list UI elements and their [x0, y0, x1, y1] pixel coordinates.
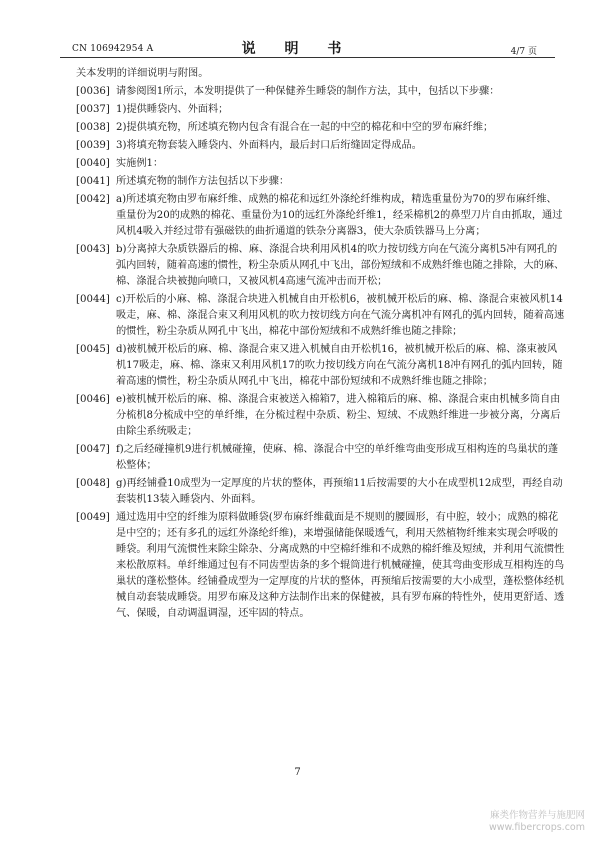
paragraph: [76, 342, 566, 390]
paragraph-text: 3)将填充物套装入睡袋内、外面料内，最后封口后绗缝固定得成品。: [116, 140, 422, 151]
paragraph: [76, 138, 566, 154]
paragraph-text: 1)提供睡袋内、外面料；: [116, 104, 229, 115]
paragraph: [76, 510, 566, 622]
paragraph-number: [0042]: [76, 194, 110, 205]
paragraph: [76, 292, 566, 340]
paragraph: [76, 242, 566, 290]
watermark-title: 麻类作物营养与施肥网: [489, 810, 585, 821]
paragraph: [76, 192, 566, 240]
site-watermark: [489, 810, 585, 834]
document-title: 说 明 书: [241, 41, 354, 57]
paragraph-number: [0039]: [76, 140, 110, 151]
paragraph-text: f)之后经碰撞机9进行机械碰撞，使麻、棉、涤混合中空的单纤维弯曲变形成互相构连的鸟巢状的蓬松整体；: [116, 444, 559, 471]
patent-number: CN 106942954 A: [72, 44, 154, 54]
paragraph-number: [0048]: [76, 478, 110, 489]
header-divider: [60, 57, 555, 58]
paragraph-text: 请参阅图1所示，本发明提供了一种保健养生睡袋的制作方法，其中，包括以下步骤：: [116, 86, 500, 97]
paragraph: [76, 102, 566, 118]
paragraph: [76, 174, 566, 190]
paragraph-text: c)开松后的小麻、棉、涤混合块进入机械自由开松机6，被机械开松后的麻、棉、涤混合束被风机14吸走，麻、棉、涤混合束又利用风机的吹力按切线方向在气流分离机冲有网孔的弧内回转，随着高速的惯性，粉尘杂质从网孔中飞出，棉花中部份短绒和不成熟纤维也随之排除；: [116, 294, 565, 337]
paragraph-text: 2)提供填充物，所述填充物内包含有混合在一起的中空的棉花和中空的罗布麻纤维；: [116, 122, 494, 133]
page-count: 4/7 页: [510, 47, 537, 57]
paragraph-text: e)被机械开松后的麻、棉、涤混合束被送入棉箱7，进入棉箱后的麻、棉、涤混合束由机械多筒自由分梳机8分梳成中空的单纤维，在分梳过程中杂质、粉尘、短绒、不成熟纤维进一步被分离，分离后由除尘系统吸走；: [116, 394, 561, 437]
paragraph-number: [0044]: [76, 294, 110, 305]
page-number: 7: [294, 767, 301, 778]
paragraph-number: [0037]: [76, 104, 110, 115]
intro-line: 关本发明的详细说明与附图。: [76, 68, 209, 79]
paragraph-number: [0036]: [76, 86, 110, 97]
paragraph-text: a)所述填充物由罗布麻纤维、成熟的棉花和远红外涤纶纤维构成，精选重量份为70的罗布麻纤维、重量份为20的成熟的棉花、重量份为10的远红外涤纶纤维1，经采棉机2的鼻型刀片自由抓取，通过风机4吸入并经过带有强磁铁的曲折通道的铁杂分离器3，使大杂质铁器马上分离；: [116, 194, 563, 237]
paragraph-text: 通过选用中空的纤维为原料做睡袋(罗布麻纤维截面是不规则的腰圆形，有中腔，较小；成熟的棉花是中空的；还有多孔的远红外涤纶纤维)，来增强储能保暖透气，利用天然植物纤维来实现会呼吸的睡袋。利用气流惯性来除尘除杂、分离成熟的中空棉纤维和不成熟的棉纤维及短绒，并利用气流惯性来松散原料。单纤维通过包有不同齿型齿条的多个辊筒进行机械碰撞，使其弯曲变形成互相构连的鸟巢状的蓬松整体。经铺叠成型为一定厚度的片状的整体，再预缩后按需要的大小成型，蓬松整体经机械自动套装成睡袋。用罗布麻及这种方法制作出来的保健被，具有罗布麻的特性外，使用更舒适、透气、保暖，自动调温调湿，还牢固的特点。: [116, 512, 565, 619]
paragraph-number: [0038]: [76, 122, 110, 133]
paragraph-number: [0046]: [76, 394, 110, 405]
paragraph: [76, 156, 566, 172]
paragraph-text: b)分离掉大杂质铁器后的棉、麻、涤混合块利用风机4的吹力按切线方向在气流分离机5冲有网孔的弧内回转，随着高速的惯性，粉尘杂质从网孔中飞出，部份短绒和不成熟纤维也随之排除，大的麻、棉、涤混合块被抛向喷口，又被风机4高速气流冲击而开松；: [116, 244, 565, 287]
paragraph: [76, 476, 566, 508]
paragraph-number: [0043]: [76, 244, 110, 255]
watermark-url: www.fibercrops.com: [488, 822, 585, 833]
paragraph-number: [0041]: [76, 176, 110, 187]
paragraph: [76, 120, 566, 136]
paragraph: [76, 84, 566, 100]
paragraph-number: [0045]: [76, 344, 110, 355]
paragraph-text: 实施例1：: [116, 158, 164, 169]
paragraph: [76, 392, 566, 440]
paragraph-text: g)再经铺叠10成型为一定厚度的片状的整体，再预缩11后按需要的大小在成型机12成型，再经自动套装机13装入睡袋内、外面料。: [116, 478, 563, 505]
body-text: [76, 66, 566, 624]
paragraph-text: d)被机械开松后的麻、棉、涤混合束又进入机械自由开松机16，被机械开松后的麻、棉、涤束被风机17吸走，麻、棉、涤束又利用风机17的吹力按切线方向在气流分离机18冲有网孔的弧内回转，随着高速的惯性，粉尘杂质从网孔中飞出，棉花中部份短绒和不成熟纤维也随之排除；: [116, 344, 563, 387]
page-header: [0, 0, 595, 60]
paragraph-number: [0047]: [76, 444, 110, 455]
paragraph-number: [0040]: [76, 158, 110, 169]
paragraph-text: 所述填充物的制作方法包括以下步骤：: [116, 176, 290, 187]
paragraph: [76, 442, 566, 474]
paragraph-number: [0049]: [76, 512, 110, 523]
